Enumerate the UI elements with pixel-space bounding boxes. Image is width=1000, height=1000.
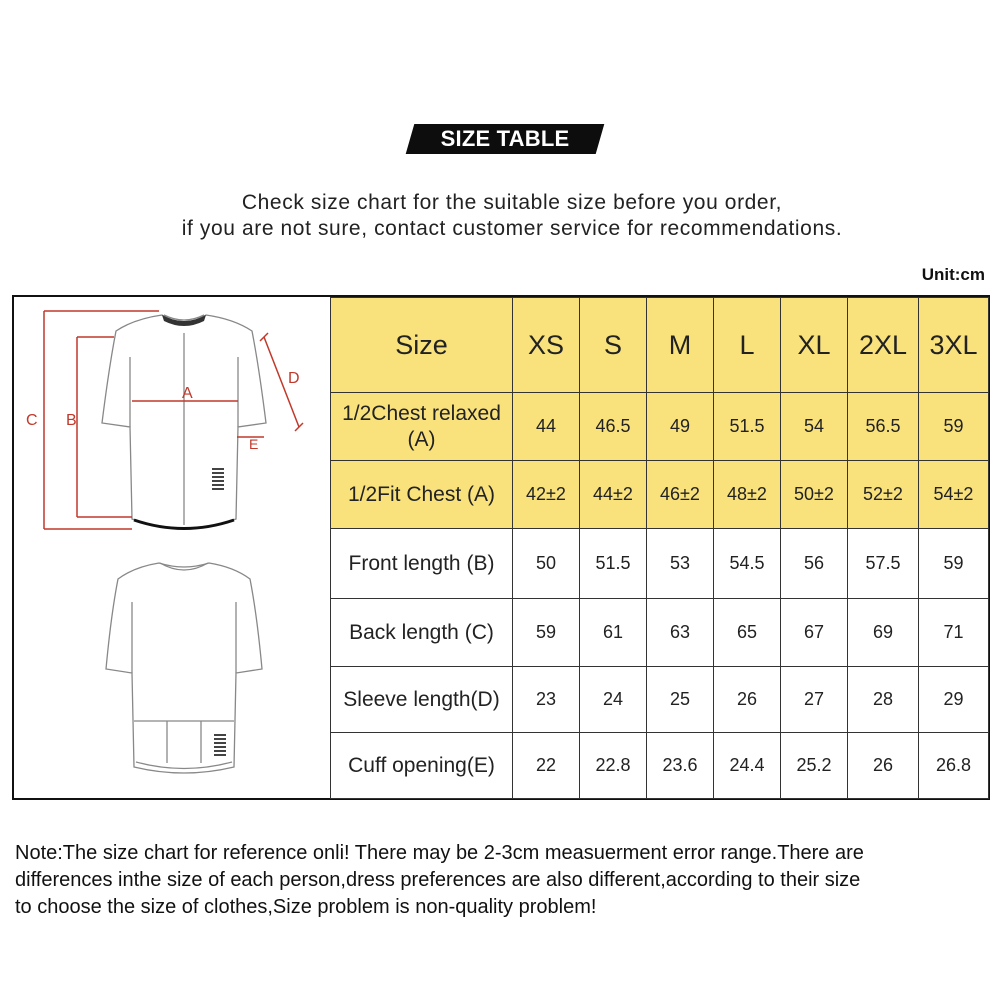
table-cell: 54±2	[919, 461, 989, 529]
header-size-label: Size	[331, 298, 513, 393]
size-table	[330, 297, 989, 799]
table-cell: 46±2	[647, 461, 714, 529]
row-label: Front length (B)	[331, 529, 513, 599]
size-note	[15, 840, 990, 921]
table-cell: 48±2	[714, 461, 781, 529]
table-cell: 25.2	[781, 733, 848, 799]
header-size-xs: XS	[513, 298, 580, 393]
row-label-line: 1/2Chest relaxed	[342, 401, 501, 425]
table-cell: 22.8	[580, 733, 647, 799]
table-cell: 51.5	[580, 529, 647, 599]
row-label-line: (A)	[407, 427, 436, 451]
table-cell: 57.5	[848, 529, 919, 599]
row-label: Back length (C)	[331, 599, 513, 667]
label-b: B	[66, 412, 77, 429]
table-row	[331, 667, 989, 733]
label-c: C	[26, 412, 38, 429]
table-cell: 71	[919, 599, 989, 667]
table-cell: 63	[647, 599, 714, 667]
intro-line-1: Check size chart for the suitable size before you order,	[241, 191, 783, 214]
header-size-l: L	[714, 298, 781, 393]
note-line-1: Note:The size chart for reference onli! There may be 2-3cm measuerment error range.There are	[15, 842, 864, 864]
banner-title: SIZE TABLE	[440, 126, 570, 151]
header-size-2xl: 2XL	[848, 298, 919, 393]
label-d: D	[288, 370, 300, 387]
table-cell: 59	[919, 529, 989, 599]
label-e: E	[249, 436, 259, 452]
front-jersey-illustration	[102, 315, 266, 528]
table-cell: 28	[848, 667, 919, 733]
table-cell: 25	[647, 667, 714, 733]
table-cell: 50±2	[781, 461, 848, 529]
header-size-m: M	[647, 298, 714, 393]
table-cell: 44±2	[580, 461, 647, 529]
table-cell: 29	[919, 667, 989, 733]
table-cell: 69	[848, 599, 919, 667]
unit-label: Unit:cm	[921, 265, 985, 284]
note-line-2: differences inthe size of each person,dress preferences are also different,according to their size	[15, 869, 861, 891]
table-cell: 54	[781, 393, 848, 461]
table-row	[331, 393, 989, 461]
row-label: Cuff opening(E)	[331, 733, 513, 799]
table-cell: 54.5	[714, 529, 781, 599]
table-header-row	[331, 298, 989, 393]
table-cell: 26	[714, 667, 781, 733]
table-cell: 24.4	[714, 733, 781, 799]
table-cell: 26	[848, 733, 919, 799]
jersey-diagram	[14, 297, 330, 798]
table-cell: 46.5	[580, 393, 647, 461]
table-cell: 56.5	[848, 393, 919, 461]
table-row	[331, 529, 989, 599]
intro-text	[0, 190, 1000, 242]
table-cell: 53	[647, 529, 714, 599]
table-cell: 51.5	[714, 393, 781, 461]
note-line-3: to choose the size of clothes,Size problem is non-quality problem!	[15, 896, 597, 918]
table-cell: 49	[647, 393, 714, 461]
back-jersey-illustration	[106, 563, 262, 773]
header-size-xl: XL	[781, 298, 848, 393]
table-cell: 50	[513, 529, 580, 599]
table-cell: 24	[580, 667, 647, 733]
row-label: Sleeve length(D)	[331, 667, 513, 733]
table-cell: 59	[513, 599, 580, 667]
table-cell: 59	[919, 393, 989, 461]
table-cell: 23	[513, 667, 580, 733]
table-cell: 42±2	[513, 461, 580, 529]
table-cell: 26.8	[919, 733, 989, 799]
row-label	[331, 393, 513, 461]
table-cell: 61	[580, 599, 647, 667]
table-cell: 44	[513, 393, 580, 461]
table-cell: 22	[513, 733, 580, 799]
table-row	[331, 599, 989, 667]
size-table-banner	[0, 124, 1000, 154]
table-cell: 67	[781, 599, 848, 667]
table-cell: 56	[781, 529, 848, 599]
header-size-s: S	[580, 298, 647, 393]
header-size-3xl: 3XL	[919, 298, 989, 393]
table-cell: 65	[714, 599, 781, 667]
table-cell: 23.6	[647, 733, 714, 799]
label-a: A	[182, 385, 193, 402]
table-row	[331, 461, 989, 529]
intro-line-2: if you are not sure, contact customer service for recommendations.	[181, 217, 843, 240]
table-row	[331, 733, 989, 799]
table-cell: 52±2	[848, 461, 919, 529]
row-label: 1/2Fit Chest (A)	[331, 461, 513, 529]
table-cell: 27	[781, 667, 848, 733]
